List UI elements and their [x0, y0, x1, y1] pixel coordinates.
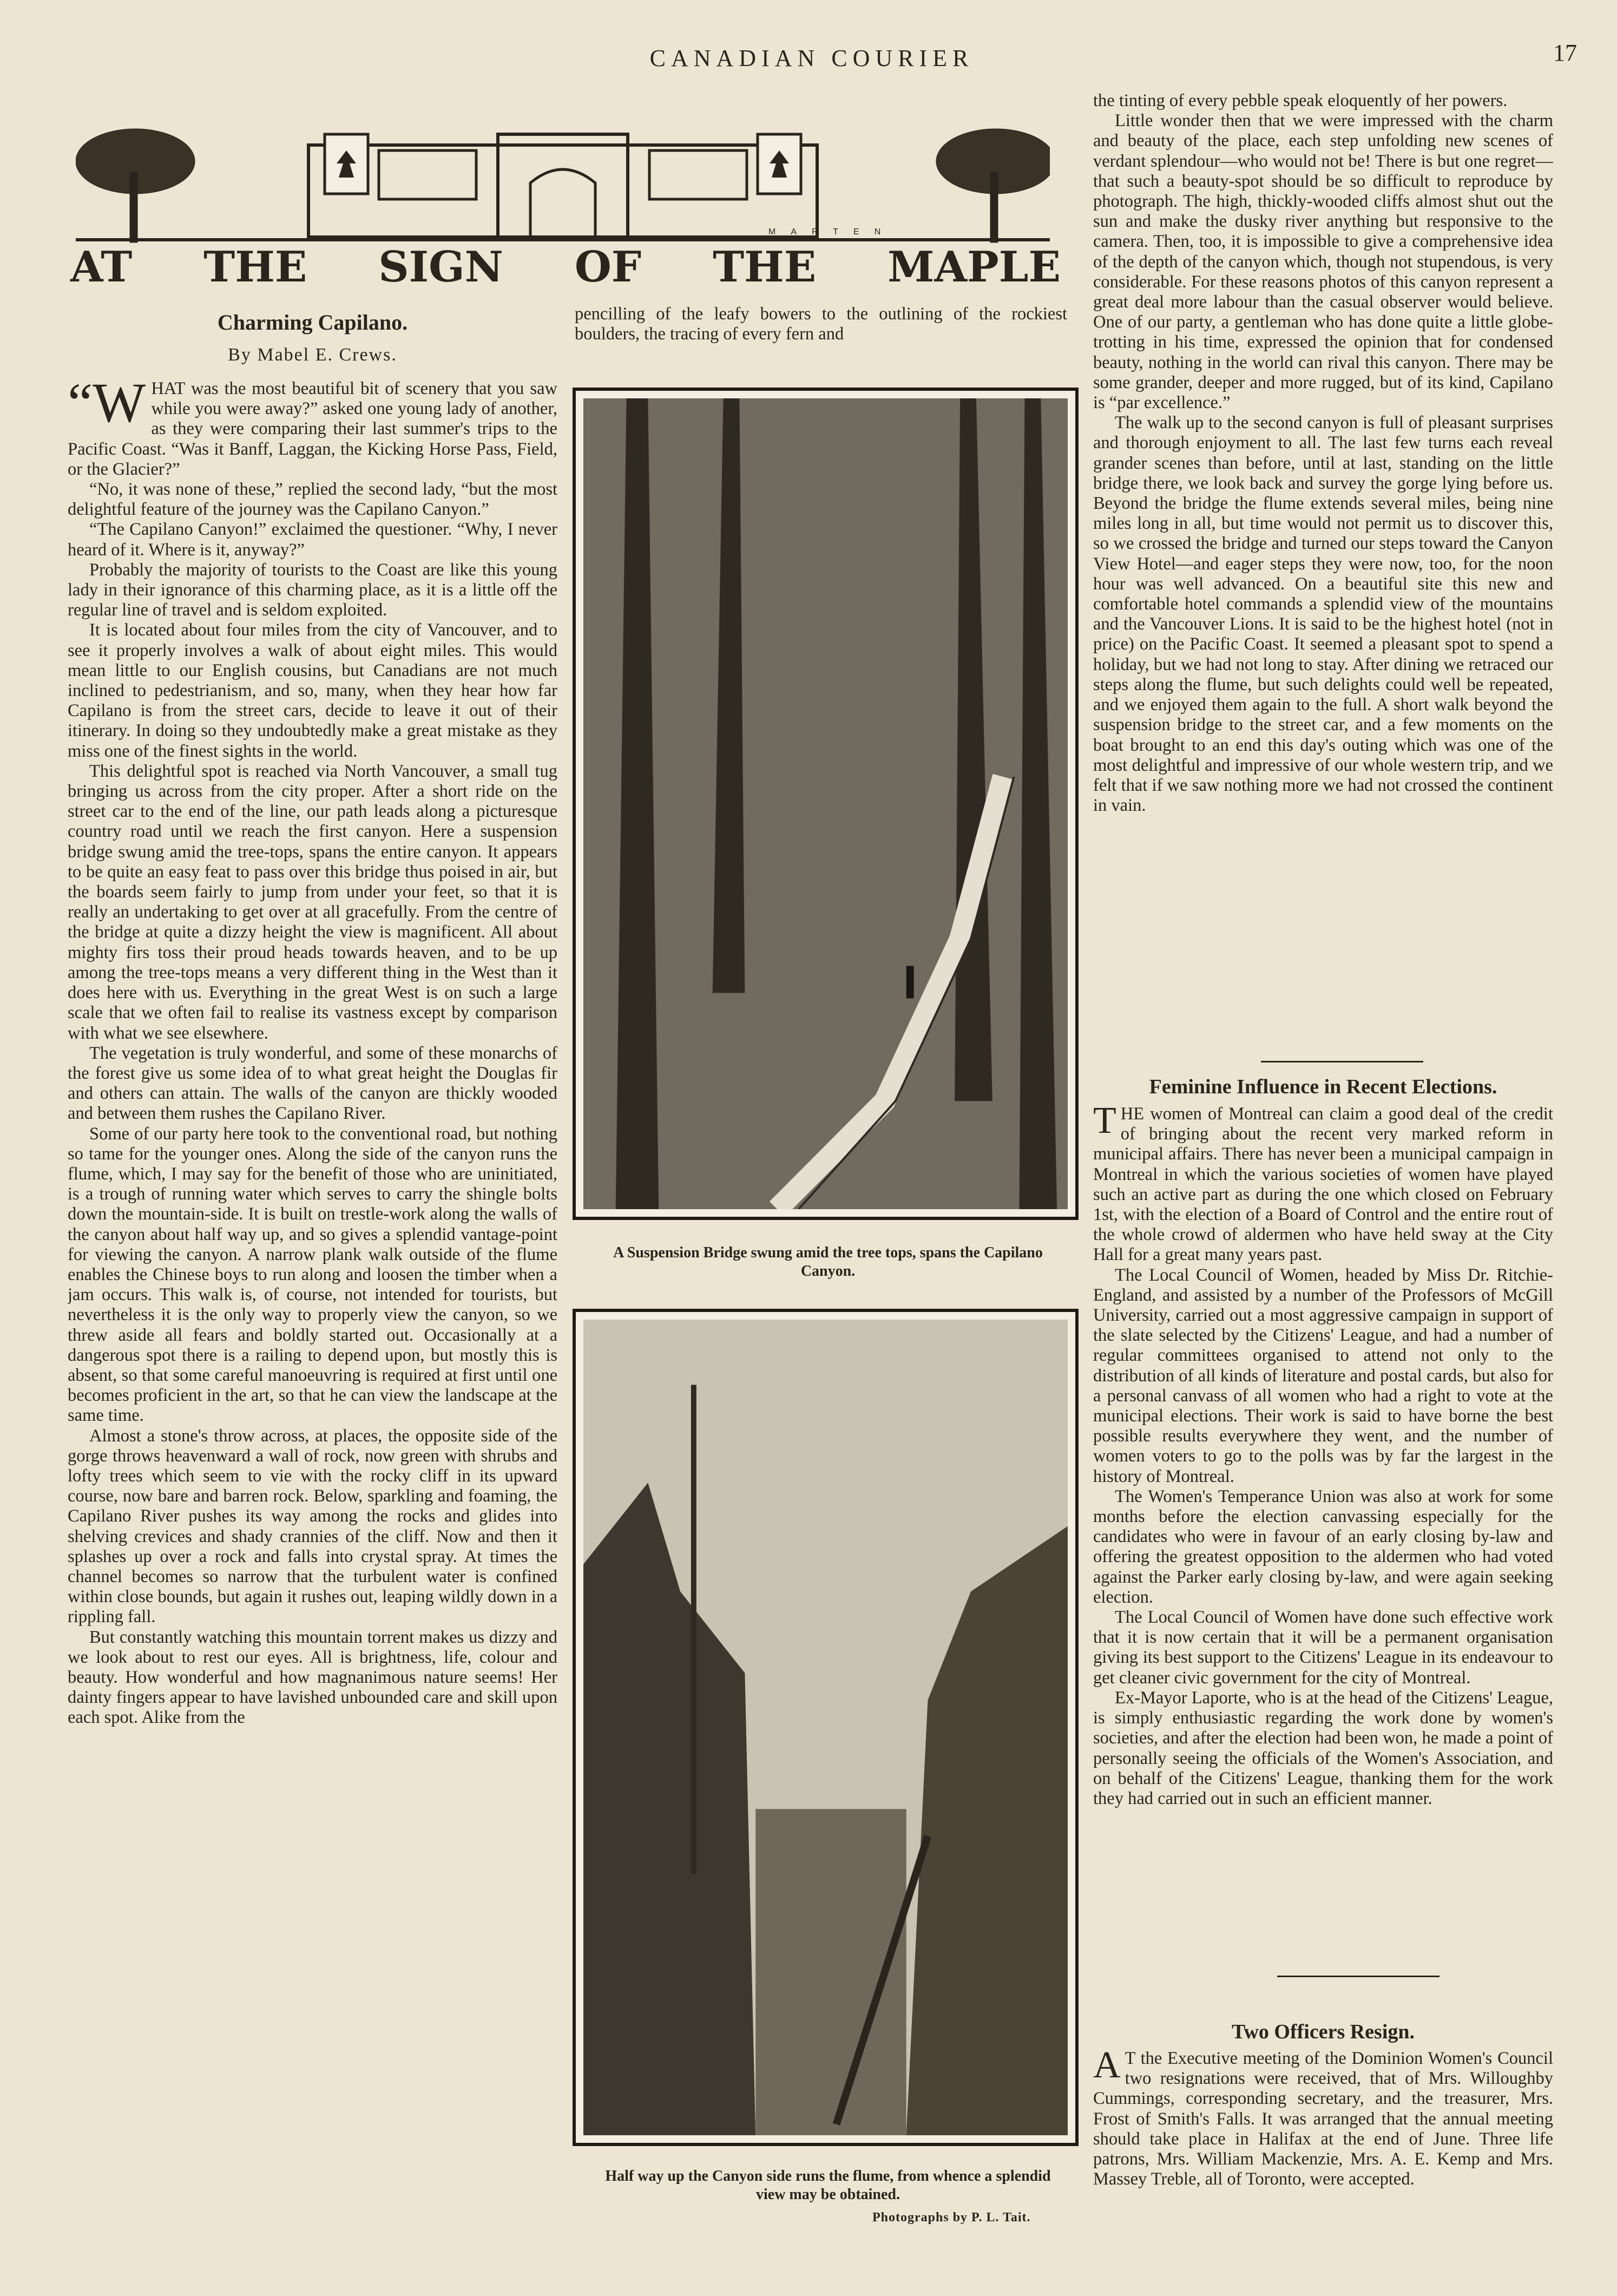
maple-banner-illustration	[76, 123, 1050, 248]
section-title-word: AT	[70, 242, 133, 292]
paragraph: Some of our party here took to the conventional road, but nothing so tame for the younger ones. Along the side of the canyon runs the flume, which, I may say for the benefit of those who are uninitiated, is a trough of running water which serves to carry the shingle bolts down the mountain-side. It is built on trestle-work along the walls of the canyon about half way up, and so gives a splendid vantage-point for viewing the canyon. A narrow plank walk outside of the flume enables the Chinese boys to run along and loosen the timber when a jam occurs. This walk is, of course, not intended for tourists, but nevertheless it is the only way to properly view the canyon, so we threw aside all fears and boldly started out. Occasionally at a dangerous spot there is a railing to depend upon, but mostly this is absent, so that some careful manoeuvring is required at first until one becomes proficient in the art, so that he can view the landscape at the same time.	[68, 1124, 557, 1426]
column-2-top-text	[575, 304, 1067, 344]
photo-canyon-flume	[573, 1309, 1079, 2146]
column-3-continued	[1093, 91, 1553, 1049]
divider	[1261, 1061, 1423, 1062]
article-title: Two Officers Resign.	[1231, 2021, 1415, 2043]
section-title-word: THE	[203, 242, 307, 292]
paragraph: But constantly watching this mountain torrent makes us dizzy and we look about to rest our eyes. All is brightness, life, colour and beauty. How wonderful and how magnanimous nature seems! Her dainty fingers appear to have lavished unbounded care and skill upon each spot. Alike from the	[68, 1627, 557, 1728]
section-title-word: MAPLE	[888, 242, 1061, 292]
article-byline: By Mabel E. Crews.	[228, 345, 397, 365]
article-capilano	[68, 310, 557, 365]
article-title: Feminine Influence in Recent Elections.	[1149, 1075, 1497, 1098]
divider	[1277, 1976, 1439, 1977]
section-title-word: SIGN	[378, 242, 503, 292]
photo-caption-flume: Half way up the Canyon side runs the flume, from whence a splendid view may be obtained.	[605, 2168, 1051, 2203]
article-title: Charming Capilano.	[217, 310, 408, 334]
banner-signature: MARTEN	[768, 227, 896, 237]
photo-suspension-bridge	[573, 388, 1079, 1220]
section-title-word: OF	[574, 242, 642, 292]
paragraph: HAT was the most beautiful bit of scenery that you saw while you were away?” asked one young lady of another, as they were comparing their last summer's trips to the Pacific Coast. “Was it Banff, Laggan, the Kicking Horse Pass, Field, or the Glacier?”	[68, 379, 557, 479]
paragraph: the tinting of every pebble speak eloquently of her powers.	[1093, 91, 1508, 110]
paragraph: T the Executive meeting of the Dominion Women's Council two resignations were received, that of Mrs. Willoughby Cummings, corresponding secretary, and the treasurer, Mrs. Frost of Smith's Falls. It was arranged that the annual meeting should take place in Halifax at the end of June. Three life patrons, Mrs. William Mackenzie, Mrs. A. E. Kemp and Mrs. Massey Treble, all of Toronto, were accepted.	[1093, 2049, 1553, 2189]
paragraph: Probably the majority of tourists to the Coast are like this young lady in their ignorance of this charming place, as it is a little off the regular line of travel and is seldom exploited.	[68, 560, 557, 620]
page-number: 17	[1553, 40, 1577, 66]
paragraph: “No, it was none of these,” replied the second lady, “but the most delightful feature of the journey was the Capilano Canyon.”	[68, 480, 557, 520]
paragraph: Little wonder then that we were impressed with the charm and beauty of the place, each step unfolding new scenes of verdant splendour—who would not be! There is but one regret—that such a beauty-spot should be so difficult to reproduce by photograph. The high, thickly-wooded cliffs almost shut out the sun and make the dusky river anything but responsive to the camera. Then, too, it is impossible to give a comprehensive idea of the depth of the canyon which, though not stupendous, is very considerable. For these reasons photos of this canyon represent a great deal more labour than the casual observer would believe. One of our party, a gentleman who has done quite a little globe-trotting in his time, expressed the opinion that for condensed beauty, nothing in the world can rival this canyon. There may be some grander, deeper and more rugged, but of its kind, Capilano is “par excellence.”	[1093, 111, 1553, 413]
paragraph: HE women of Montreal can claim a good deal of the credit of bringing about the recent very marked reform in municipal affairs. There has never been a municipal campaign in Montreal in which the various societies of women have played such an active part as during the one which closed on February 1st, with the election of a Board of Control and the entire rout of the whole crowd of aldermen who have held sway at the City Hall for a great many years past.	[1093, 1104, 1553, 1265]
drop-cap: T	[1093, 1104, 1116, 1142]
drop-cap: A	[1093, 2049, 1121, 2086]
paragraph: “The Capilano Canyon!” exclaimed the questioner. “Why, I never heard of it. Where is it, anyway?”	[68, 520, 557, 560]
article-feminine-influence	[1093, 1104, 1553, 1970]
paragraph: Almost a stone's throw across, at places, the opposite side of the gorge throws heavenward a wall of rock, now green with shrubs and lofty trees which seem to vie with the rocky cliff in its upward course, now bare and barren rock. Below, sparkling and foaming, the Capilano River pushes its way among the rocks and glides into shelving crevices and shady crannies of the cliff. Now and then it splashes up over a rock and falls into crystal spray. At times the channel becomes so narrow that the turbulent water is confined within close bounds, but again it rushes out, leaping wildly down in a rippling fall.	[68, 1426, 557, 1627]
running-title: CANADIAN COURIER	[649, 45, 974, 71]
paragraph: Ex-Mayor Laporte, who is at the head of the Citizens' League, is simply enthusiastic regarding the work done by women's societies, and after the election had been won, he made a point of personally seeing the officials of the Women's Association, and on behalf of the Citizens' League, thanking them for the work they had carried out in such an efficient manner.	[1093, 1688, 1553, 1808]
column-1	[68, 379, 557, 2235]
section-title	[70, 242, 1061, 292]
suspension-bridge-image	[583, 398, 1068, 1209]
article-two-officers	[1093, 2049, 1553, 2233]
paragraph: The Local Council of Women, headed by Miss Dr. Ritchie-England, and assisted by a number of the Professors of McGill University, carried out a most aggressive campaign in support of the slate selected by the Citizens' League, and had a number of regular committees organised to attend not only to the distribution of all kinds of literature and postal cards, but also for a personal canvass of all women who had a right to vote at the municipal elections. Their work is said to have borne the best possible results everywhere they went, and the number of women voters to go to the polls was by far the largest in the history of Montreal.	[1093, 1265, 1553, 1486]
paragraph: The walk up to the second canyon is full of pleasant surprises and thorough enjoyment to all. The last few turns each reveal grander scenes than before, until at last, standing on the little bridge there, we look back and survey the gorge lying before us. Beyond the bridge the flume extends several miles, being nine miles long in all, but time would not permit us to discover this, so we crossed the bridge and turned our steps toward the Canyon View Hotel—and eager steps they were now, too, for the noon hour was well advanced. On a beautiful site this new and comfortable hotel commands a splendid view of the mountains and the Vancouver Lions. It is said to be the highest hotel (not in price) on the Pacific Coast. It seemed a pleasant spot to spend a holiday, but we had not long to stay. After dining we retraced our steps along the flume, but such delights could well be repeated, and we enjoyed them again to the full. A short walk beyond the suspension bridge to the street car, and a few moments on the boat brought to an end this day's outing which was one of the most delightful and impressive of our whole western trip, and we felt that if we saw nothing more we had not crossed the continent in vain.	[1093, 413, 1553, 816]
paragraph: The Local Council of Women have done such effective work that it is now certain that it will be a permanent organisation giving its best support to the Citizens' League in its endeavour to get cleaner civic government for the city of Montreal.	[1093, 1608, 1553, 1688]
section-title-word: THE	[713, 242, 817, 292]
paragraph: The Women's Temperance Union was also at work for some months before the election canvassing especially for the candidates who were in favour of an early closing by-law and offering the greatest opposition to the aldermen who had voted against the Parker early closing by-law, and were again seeking election.	[1093, 1486, 1553, 1607]
photo-credit: Photographs by P. L. Tait.	[872, 2210, 1031, 2225]
paragraph: The vegetation is truly wonderful, and some of these monarchs of the forest give us some idea of to what great height the Douglas fir and others can attain. The walls of the canyon are thickly wooded and between them rushes the Capilano River.	[68, 1043, 557, 1124]
photo-caption-bridge: A Suspension Bridge swung amid the tree tops, spans the Capilano Canyon.	[613, 1244, 1043, 1280]
canyon-flume-image	[583, 1320, 1068, 2135]
drop-cap: “W	[68, 379, 146, 434]
paragraph: This delightful spot is reached via North Vancouver, a small tug bringing us across from the city proper. After a short ride on the street car to the end of the line, our path leads along a picturesque country road until we reach the first canyon. Here a suspension bridge swung amid the tree-tops, spans the entire canyon. It appears to be quite an easy feat to pass over this bridge thus poised in air, but the boards seem fairly to jump from under your feet, so that it is really an undertaking to get over at all gracefully. From the centre of the bridge at quite a dizzy height the view is magnificent. All about mighty firs toss their proud heads towards heaven, and to be up among the tree-tops means a very different thing in the West than it does here with us. Everything in the great West is on such a large scale that we often fail to realise its vastness except by comparison with what we see elsewhere.	[68, 761, 557, 1043]
paragraph: It is located about four miles from the city of Vancouver, and to see it properly involves a walk of about eight miles. This would mean little to our English cousins, but Canadians are not much inclined to pedestrianism, and so, many, when they hear how far Capilano is from the street cars, decide to leave it out of their itinerary. In doing so they undoubtedly make a great mistake as they miss one of the finest sights in the world.	[68, 620, 557, 761]
paragraph: pencilling of the leafy bowers to the outlining of the rockiest boulders, the tracing of every fern and	[575, 304, 1067, 344]
